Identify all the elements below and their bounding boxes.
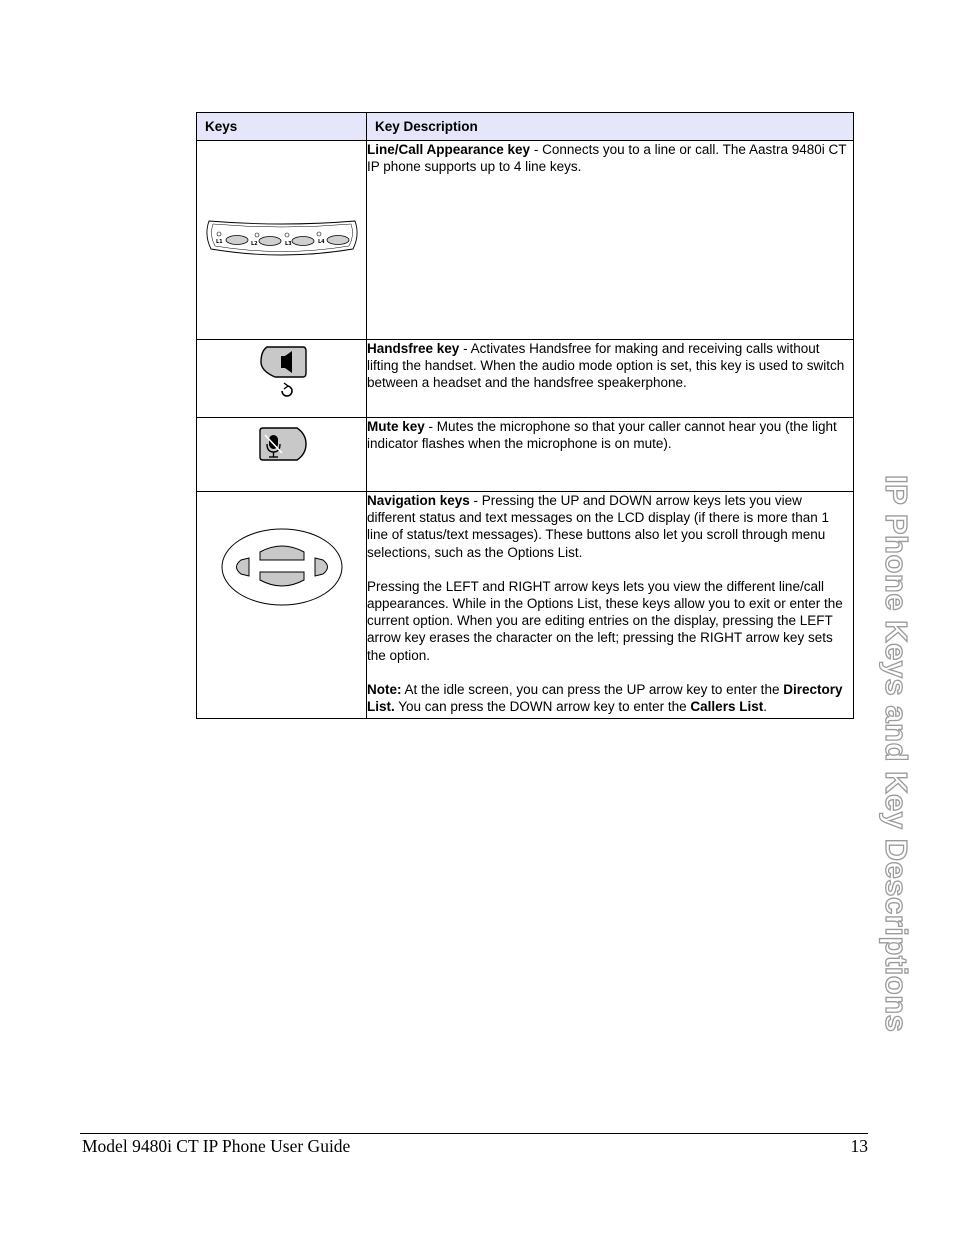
table-row [197, 141, 854, 340]
line-key-label: L1 [216, 239, 223, 245]
table-row [197, 340, 854, 418]
handsfree-key-description [367, 340, 854, 418]
navigation-keys-icon [197, 528, 366, 613]
note-text: . [763, 699, 767, 715]
line-keys-description [367, 141, 854, 340]
line-key-label: L2 [251, 241, 258, 247]
keys-table [196, 112, 854, 719]
row-title: Navigation keys [367, 493, 470, 508]
footer-rule [80, 1133, 868, 1134]
navigation-keys-cell [197, 492, 367, 719]
page-number: 13 [850, 1136, 868, 1156]
note-text: At the idle screen, you can press the UP arrow key to enter the [401, 681, 784, 697]
row-title: Line/Call Appearance key [367, 142, 531, 157]
row-title: Mute key [367, 419, 425, 434]
line-keys-cell [197, 141, 367, 340]
note-label: Note: [367, 681, 402, 697]
mute-key-cell [197, 418, 367, 492]
section-side-title: IP Phone Keys and Key Descriptions [879, 475, 914, 1033]
row-text: - Pressing the UP and DOWN arrow keys lets you view different status and text messages on the LCD display (if there is more than 1 line of status/text messages). These buttons also let you scroll through menu selections, such as the Options List. [367, 493, 829, 560]
row-text: - Activates Handsfree for making and receiving calls without lifting the handset. When the audio mode option is set, this key is used to switch between a headset and the handsfree speakerphone. [367, 341, 845, 391]
note-paragraph [367, 681, 853, 715]
row-text: - Connects you to a line or call. The Aastra 9480i CT IP phone supports up to 4 line keys. [367, 142, 847, 175]
line-key-label: L3 [285, 241, 292, 247]
note-directory-list: Directory List. [367, 681, 843, 715]
footer-guide-title: Model 9480i CT IP Phone User Guide [82, 1136, 351, 1156]
header-key-description: Key Description [367, 113, 854, 141]
handsfree-key-cell [197, 340, 367, 418]
line-key-label: L4 [318, 239, 325, 245]
table-row [197, 492, 854, 719]
note-callers-list: Callers List [690, 699, 764, 715]
row-title: Handsfree key [367, 341, 460, 356]
speaker-icon [197, 343, 366, 408]
row-text: - Mutes the microphone so that your caller cannot hear you (the light indicator flashes when the microphone is on mute). [367, 419, 837, 452]
table-header-row [197, 113, 854, 141]
table-row [197, 418, 854, 492]
mute-key-description [367, 418, 854, 492]
header-keys: Keys [197, 113, 367, 141]
line-keys-icon [197, 217, 366, 262]
navigation-keys-description [367, 492, 854, 719]
row-paragraph: Pressing the LEFT and RIGHT arrow keys lets you view the different line/call appearances. While in the Options List, these keys allow you to exit or enter the current option. When you are editing entries on the display, pressing the LEFT arrow key erases the character on the left; pressing the RIGHT arrow key sets the option. [367, 578, 843, 663]
note-text: You can press the DOWN arrow key to enter the [394, 699, 691, 715]
mute-microphone-icon [197, 426, 366, 467]
